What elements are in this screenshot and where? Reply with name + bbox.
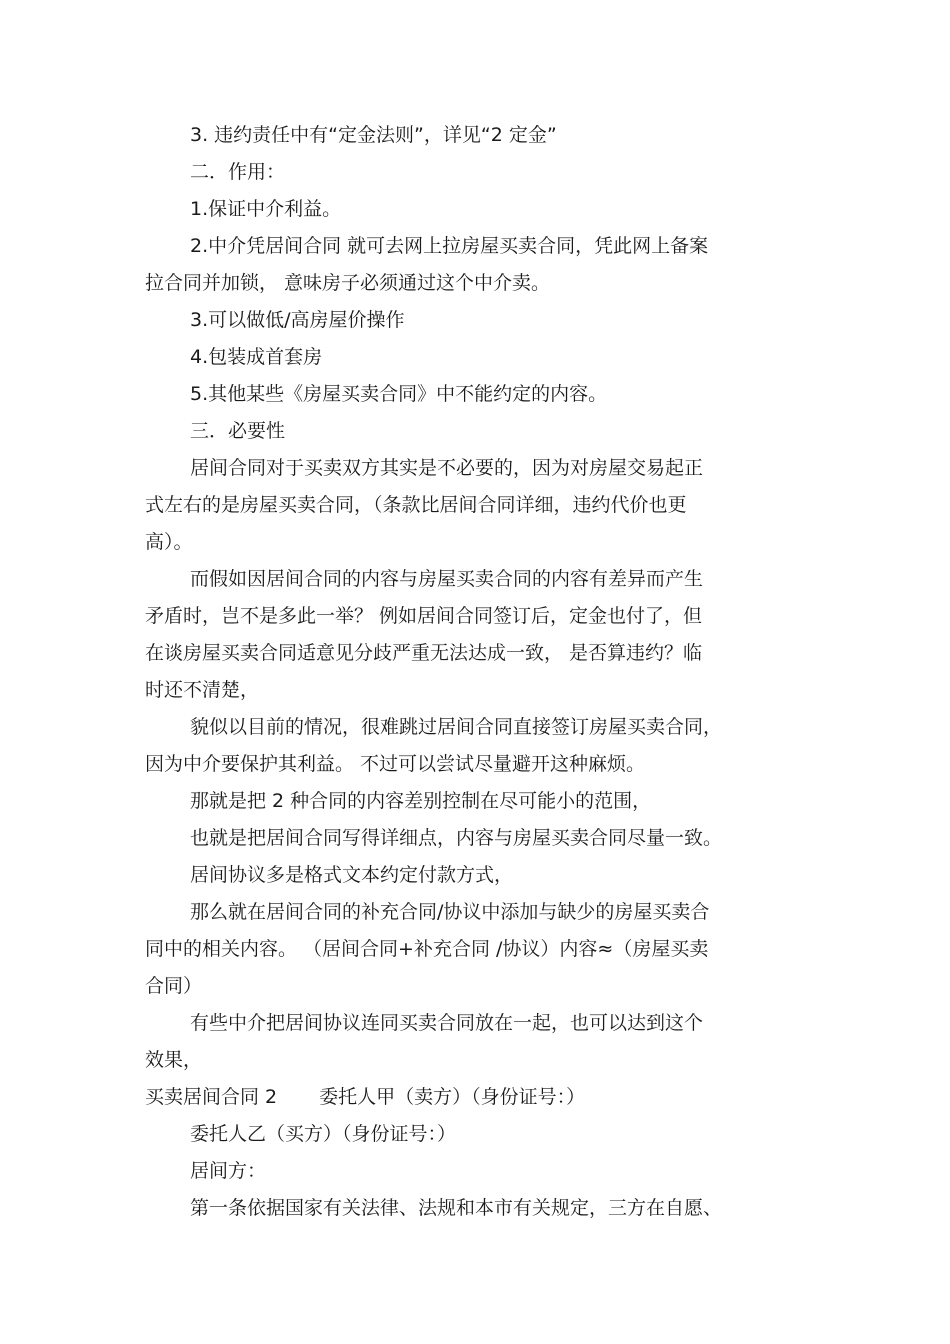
paragraph-line: 5.其他某些《房屋买卖合同》中不能约定的内容。 (190, 383, 608, 405)
paragraph-line: 3.可以做低/高房屋价操作 (190, 309, 405, 331)
paragraph-line: 同中的相关内容。 （居间合同+补充合同 /协议）内容≈（房屋买卖 (145, 938, 709, 960)
paragraph-line: 式左右的是房屋买卖合同，（条款比居间合同详细，违约代价也更 (145, 494, 687, 516)
paragraph-line: 时还不清楚， (145, 679, 260, 701)
paragraph-line: 也就是把居间合同写得详细点，内容与房屋买卖合同尽量一致。 (190, 827, 723, 849)
section-heading: 三．必要性 (190, 420, 286, 442)
contract-heading-line (145, 1079, 825, 1116)
paragraph-line: 有些中介把居间协议连同买卖合同放在一起，也可以达到这个 (190, 1012, 704, 1034)
paragraph-line: 效果， (145, 1049, 203, 1071)
paragraph-line: 高）。 (145, 531, 193, 553)
paragraph-line: 1.保证中介利益。 (190, 198, 342, 220)
paragraph-line: 合同） (145, 975, 203, 997)
article-one-line: 第一条依据国家有关法律、法规和本市有关规定，三方在自愿、 (190, 1197, 723, 1219)
paragraph-line: 那么就在居间合同的补充合同/协议中添加与缺少的房屋买卖合 (190, 901, 710, 923)
party-a-label: 委托人甲（卖方）（身份证号：） (319, 1086, 586, 1108)
paragraph-line: 4.包装成首套房 (190, 346, 323, 368)
paragraph-line: 3. 违约责任中有“定金法则”，详见“2 定金” (190, 124, 557, 146)
paragraph-line: 那就是把 2 种合同的内容差别控制在尽可能小的范围， (190, 790, 652, 812)
paragraph-line: 貌似以目前的情况，很难跳过居间合同直接签订房屋买卖合同， (190, 716, 723, 738)
section-heading: 二．作用： (190, 161, 286, 183)
intermediary-line: 居间方： (190, 1160, 267, 1182)
paragraph-line: 拉合同并加锁， 意味房子必须通过这个中介卖。 (145, 272, 551, 294)
paragraph-line: 而假如因居间合同的内容与房屋买卖合同的内容有差异而产生 (190, 568, 704, 590)
paragraph-line: 居间协议多是格式文本约定付款方式， (190, 864, 514, 886)
contract-title: 买卖居间合同 2 (145, 1086, 278, 1108)
paragraph-line: 居间合同对于买卖双方其实是不必要的，因为对房屋交易起正 (190, 457, 704, 479)
paragraph-line: 2.中介凭居间合同 就可去网上拉房屋买卖合同，凭此网上备案 (190, 235, 709, 257)
document-body (145, 117, 825, 1227)
paragraph-line: 矛盾时，岂不是多此一举？ 例如居间合同签订后，定金也付了，但 (145, 605, 703, 627)
paragraph-line: 在谈房屋买卖合同适意见分歧严重无法达成一致， 是否算违约？临 (145, 642, 703, 664)
paragraph-line: 因为中介要保护其利益。 不过可以尝试尽量避开这种麻烦。 (145, 753, 646, 775)
party-b-line: 委托人乙（买方）（身份证号：） (190, 1123, 457, 1145)
